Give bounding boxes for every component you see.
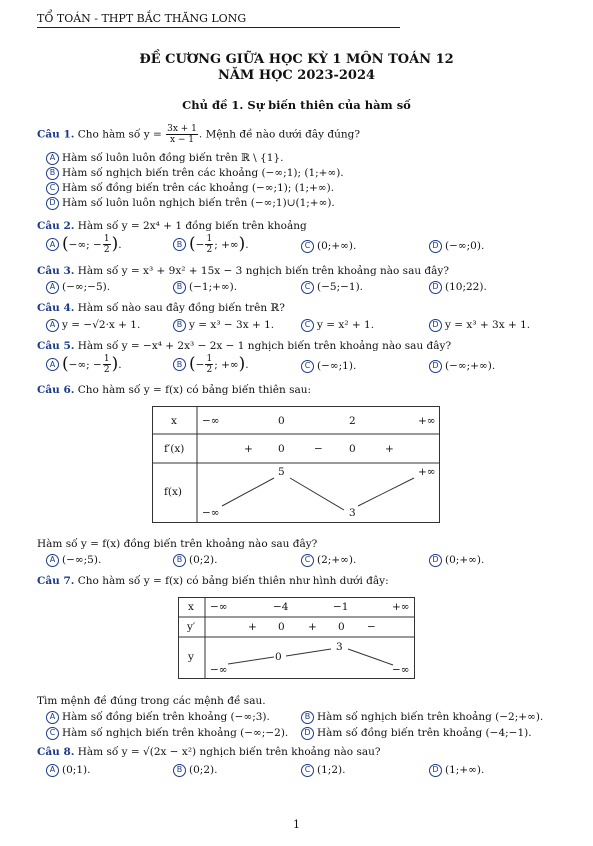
f-value: −∞ xyxy=(202,507,220,519)
option-circle-icon: A xyxy=(46,554,59,567)
q6-option-a[interactable]: A (−∞;5). xyxy=(46,553,101,567)
question-text: Hàm số y = x³ + 9x² + 15x − 3 nghịch biến trên khoảng nào sau đây? xyxy=(77,265,449,277)
q7-option-b[interactable]: B Hàm số nghịch biến trên khoảng (−2;+∞). xyxy=(301,710,543,724)
question-label: Câu 1. xyxy=(37,128,75,141)
option-circle-icon: B xyxy=(173,281,186,294)
question-label: Câu 2. xyxy=(37,220,75,232)
option-circle-icon: B xyxy=(173,319,186,332)
option-circle-icon: D xyxy=(429,319,442,332)
option-circle-icon: A xyxy=(46,358,59,371)
sign: 0 xyxy=(338,621,345,633)
sign: + xyxy=(385,443,394,455)
q6-option-d[interactable]: D (0;+∞). xyxy=(429,553,484,567)
page-number: 1 xyxy=(293,818,300,831)
f-value: +∞ xyxy=(418,466,436,478)
option-circle-icon: B xyxy=(46,167,59,180)
doc-title: ĐỀ CƯƠNG GIỮA HỌC KỲ 1 MÔN TOÁN 12 xyxy=(139,52,454,67)
option-circle-icon: C xyxy=(301,360,314,373)
row-label-yprime: y′ xyxy=(187,621,196,633)
q3-option-b[interactable]: B (−1;+∞). xyxy=(173,280,237,294)
option-circle-icon: C xyxy=(46,182,59,195)
question-label: Câu 6. xyxy=(37,384,75,396)
option-circle-icon: D xyxy=(429,554,442,567)
x-value: −1 xyxy=(333,601,349,613)
option-circle-icon: B xyxy=(173,238,186,251)
f-value: 3 xyxy=(349,507,356,519)
x-value: −4 xyxy=(273,601,289,613)
q3-option-d[interactable]: D (10;22). xyxy=(429,280,487,294)
option-circle-icon: D xyxy=(429,240,442,253)
option-circle-icon: D xyxy=(301,727,314,740)
y-value: 0 xyxy=(275,651,282,663)
x-value: 0 xyxy=(278,415,285,427)
q4-option-d[interactable]: D y = x³ + 3x + 1. xyxy=(429,318,530,332)
q7-question: Tìm mệnh đề đúng trong các mệnh đề sau. xyxy=(37,695,266,707)
sign: + xyxy=(244,443,253,455)
q7-option-a[interactable]: A Hàm số đồng biến trên khoảng (−∞;3). xyxy=(46,710,270,724)
option-circle-icon: C xyxy=(301,240,314,253)
option-circle-icon: D xyxy=(429,281,442,294)
question-4 xyxy=(37,302,285,314)
question-label: Câu 8. xyxy=(37,746,75,758)
q1-option-c[interactable]: C Hàm số đồng biến trên các khoảng (−∞;1); (1;+∞). xyxy=(46,181,334,195)
y-value: −∞ xyxy=(210,664,228,676)
question-label: Câu 5. xyxy=(37,340,75,352)
sign: + xyxy=(248,621,257,633)
q3-option-c[interactable]: C (−5;−1). xyxy=(301,280,363,294)
page-header: TỔ TOÁN - THPT BẮC THĂNG LONG xyxy=(37,12,247,25)
q6-option-c[interactable]: C (2;+∞). xyxy=(301,553,356,567)
q5-option-c[interactable]: C (−∞;1). xyxy=(301,359,356,373)
header-divider xyxy=(37,27,400,28)
q8-option-d[interactable]: D (1;+∞). xyxy=(429,763,484,777)
question-text: Hàm số nào sau đây đồng biến trên ℝ? xyxy=(77,302,285,314)
option-circle-icon: A xyxy=(46,764,59,777)
question-7 xyxy=(37,575,389,587)
row-label-y: y xyxy=(188,651,194,663)
q1-option-d[interactable]: D Hàm số luôn luôn nghịch biến trên (−∞;1)∪(1;+∞). xyxy=(46,196,335,210)
question-label: Câu 3. xyxy=(37,265,75,277)
f-value: 5 xyxy=(278,466,285,478)
topic-heading: Chủ đề 1. Sự biến thiên của hàm số xyxy=(182,98,411,112)
q7-option-c[interactable]: C Hàm số nghịch biến trên khoảng (−∞;−2). xyxy=(46,726,288,740)
option-circle-icon: D xyxy=(429,360,442,373)
question-text: Hàm số y = −x⁴ + 2x³ − 2x − 1 nghịch biến trên khoảng nào sau đây? xyxy=(77,340,452,352)
row-label-x: x xyxy=(188,601,194,613)
question-text: Cho hàm số y = f(x) có bảng biến thiên như hình dưới đây: xyxy=(77,575,389,587)
x-value: −∞ xyxy=(202,415,220,427)
question-2 xyxy=(37,220,307,232)
x-value: +∞ xyxy=(392,601,410,613)
q1-option-b[interactable]: B Hàm số nghịch biến trên các khoảng (−∞;1); (1;+∞). xyxy=(46,166,344,180)
question-text: . Mệnh đề nào dưới đây đúng? xyxy=(198,128,360,141)
question-3 xyxy=(37,265,449,277)
option-circle-icon: B xyxy=(173,358,186,371)
question-text: Hàm số y = √(2x − x²) nghịch biến trên khoảng nào sau? xyxy=(77,746,381,758)
variation-table-q7 xyxy=(178,597,415,679)
arrow-up xyxy=(358,478,414,506)
q5-option-b[interactable]: B ( − $\frac{1}{2}$ ; +∞ ) . xyxy=(173,354,249,375)
sign: − xyxy=(367,621,376,633)
question-text: Hàm số y = 2x⁴ + 1 đồng biến trên khoảng xyxy=(77,220,307,232)
question-6 xyxy=(37,384,311,396)
option-circle-icon: C xyxy=(301,554,314,567)
q5-option-a[interactable]: A ( −∞; − $\frac{1}{2}$ ) . xyxy=(46,354,122,375)
option-circle-icon: C xyxy=(301,764,314,777)
question-8 xyxy=(37,746,381,758)
variation-table-q6 xyxy=(152,406,440,523)
sign: 0 xyxy=(278,443,285,455)
sign: − xyxy=(314,443,323,455)
sign: + xyxy=(308,621,317,633)
option-circle-icon: C xyxy=(301,319,314,332)
sign: 0 xyxy=(349,443,356,455)
q5-option-d[interactable]: D (−∞;+∞). xyxy=(429,359,495,373)
q4-option-c[interactable]: C y = x² + 1. xyxy=(301,318,374,332)
option-circle-icon: C xyxy=(301,281,314,294)
q6-question: Hàm số y = f(x) đồng biến trên khoảng nào sau đây? xyxy=(37,538,318,550)
option-circle-icon: C xyxy=(46,727,59,740)
q8-option-a[interactable]: A (0;1). xyxy=(46,763,90,777)
q4-option-a[interactable]: A y = −√2·x + 1. xyxy=(46,318,140,332)
option-circle-icon: A xyxy=(46,281,59,294)
option-circle-icon: B xyxy=(301,711,314,724)
option-circle-icon: D xyxy=(46,197,59,210)
option-circle-icon: A xyxy=(46,711,59,724)
x-value: 2 xyxy=(349,415,356,427)
option-circle-icon: B xyxy=(173,554,186,567)
doc-subtitle: NĂM HỌC 2023-2024 xyxy=(217,68,376,83)
q6-option-b[interactable]: B (0;2). xyxy=(173,553,217,567)
question-5 xyxy=(37,340,451,352)
row-label-fprime: f′(x) xyxy=(164,443,185,455)
arrow-down xyxy=(290,478,344,510)
option-circle-icon: A xyxy=(46,152,59,165)
q7-option-d[interactable]: D Hàm số đồng biến trên khoảng (−4;−1). xyxy=(301,726,532,740)
q2-option-d[interactable]: D (−∞;0). xyxy=(429,239,484,253)
sign: 0 xyxy=(278,621,285,633)
fraction: $\frac{3x + 1}{x - 1}$ xyxy=(167,124,197,145)
question-text: Cho hàm số y = f(x) có bảng biến thiên sau: xyxy=(77,384,312,396)
x-value: +∞ xyxy=(418,415,436,427)
y-value: −∞ xyxy=(392,664,410,676)
q1-option-a[interactable]: A Hàm số luôn luôn đồng biến trên ℝ \ {1}. xyxy=(46,151,283,165)
option-circle-icon: A xyxy=(46,319,59,332)
q2-option-b[interactable]: B ( − $\frac{1}{2}$ ; +∞ ) . xyxy=(173,234,249,255)
arrow-up xyxy=(222,478,274,506)
option-circle-icon: B xyxy=(173,764,186,777)
question-label: Câu 4. xyxy=(37,302,75,314)
row-label-f: f(x) xyxy=(164,486,183,498)
x-value: −∞ xyxy=(210,601,228,613)
question-1 xyxy=(37,124,360,145)
option-circle-icon: D xyxy=(429,764,442,777)
q3-option-a[interactable]: A (−∞;−5). xyxy=(46,280,110,294)
question-label: Câu 7. xyxy=(37,575,75,587)
y-value: 3 xyxy=(336,641,343,653)
row-label-x: x xyxy=(171,415,177,427)
option-circle-icon: A xyxy=(46,238,59,251)
q8-option-c[interactable]: C (1;2). xyxy=(301,763,345,777)
q4-option-b[interactable]: B y = x³ − 3x + 1. xyxy=(173,318,274,332)
q2-option-c[interactable]: C (0;+∞). xyxy=(301,239,356,253)
question-text: Cho hàm số y = xyxy=(77,128,162,141)
q8-option-b[interactable]: B (0;2). xyxy=(173,763,217,777)
q2-option-a[interactable]: A ( −∞; − $\frac{1}{2}$ ) . xyxy=(46,234,122,255)
